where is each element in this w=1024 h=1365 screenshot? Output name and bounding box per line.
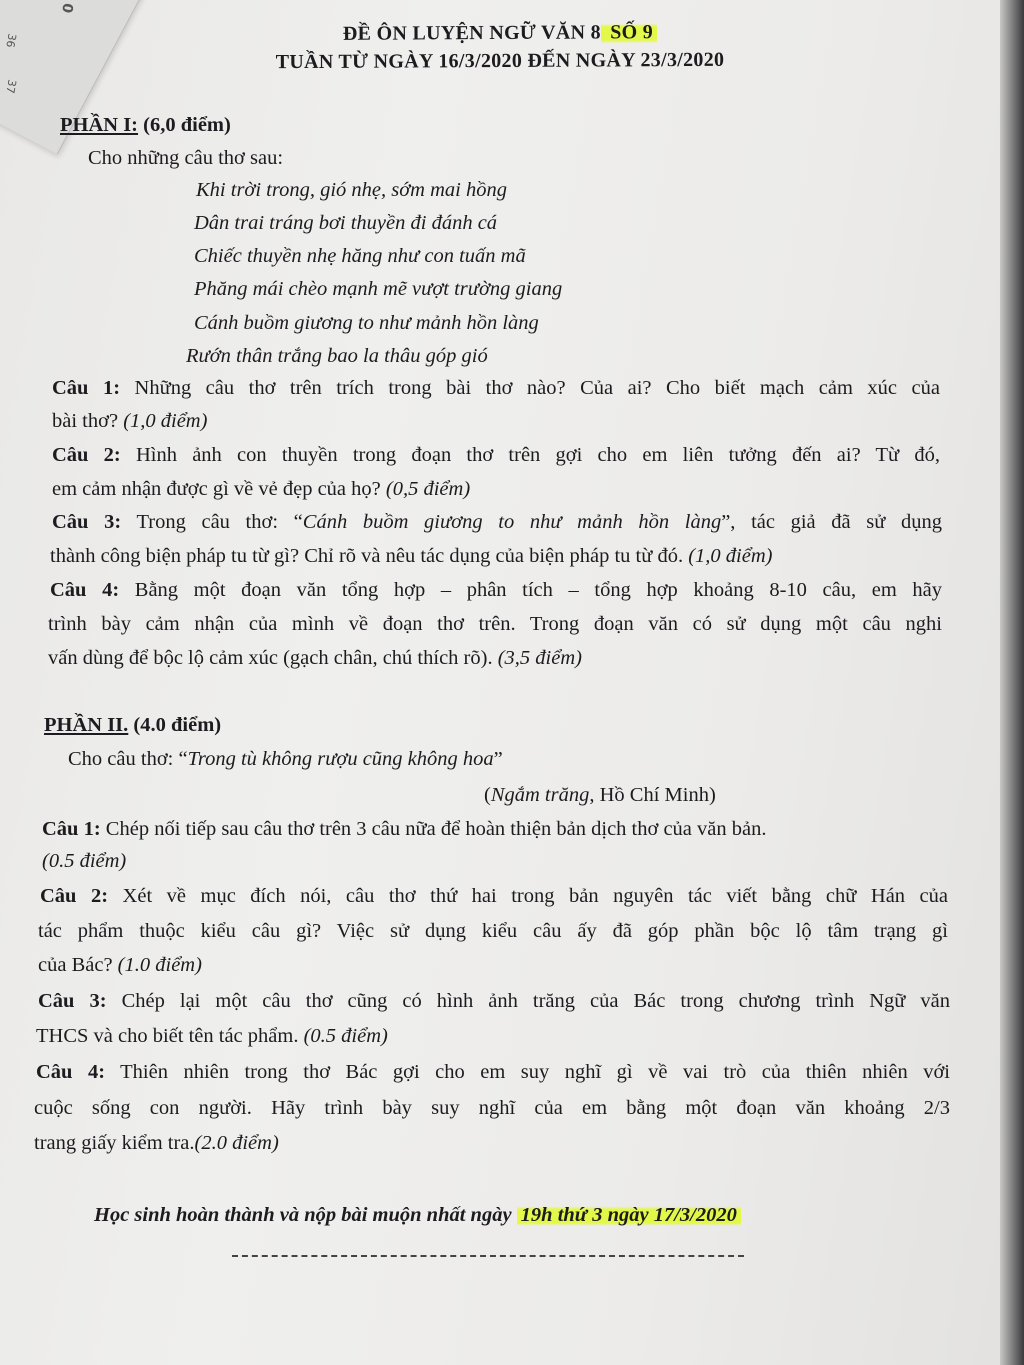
poem-line: Phăng mái chèo mạnh mẽ vượt trường giang xyxy=(194,278,563,300)
dashed-divider xyxy=(232,1255,744,1257)
poem-line: Cánh buồm giương to như mảnh hồn làng xyxy=(194,312,539,334)
part1-question-2: Câu 2: Hình ảnh con thuyền trong đoạn thơ trên gợi cho em liên tưởng đến ai? Từ đó, xyxy=(52,444,940,466)
part2-question-2-end: của Bác? (1.0 điểm) xyxy=(38,954,202,976)
part2-question-2-cont: tác phẩm thuộc kiểu câu gì? Việc sử dụng kiểu câu ấy đã góp phần bộc lộ tâm trạng gì xyxy=(38,920,948,942)
margin-mark: 0 xyxy=(58,1,76,15)
part2-question-3: Câu 3: Chép lại một câu thơ cũng có hình ảnh trăng của Bác trong chương trình Ngữ văn xyxy=(38,990,950,1012)
part2-heading: PHẦN II. (4.0 điểm) xyxy=(44,714,222,736)
part1-question-1: Câu 1: Những câu thơ trên trích trong bài thơ nào? Của ai? Cho biết mạch cảm xúc của xyxy=(52,377,940,399)
margin-mark: 36 xyxy=(3,32,19,49)
part1-heading: PHẦN I: (6,0 điểm) xyxy=(60,114,231,136)
deadline-highlight: 19h thứ 3 ngày 17/3/2020 xyxy=(517,1204,741,1226)
title-highlight: SỐ 9 xyxy=(601,21,657,43)
poem-line: Chiếc thuyền nhẹ hăng như con tuấn mã xyxy=(194,245,526,267)
poem-line: Dân trai tráng bơi thuyền đi đánh cá xyxy=(194,212,498,234)
part1-question-3: Câu 3: Trong câu thơ: “Cánh buồm giương to như mảnh hồn làng”, tác giả đã sử dụng xyxy=(52,511,943,533)
part2-source: (Ngắm trăng, Hồ Chí Minh) xyxy=(484,784,716,806)
part1-question-4-end: vấn dùng để bộc lộ cảm xúc (gạch chân, chú thích rõ). (3,5 điểm) xyxy=(48,647,582,669)
part1-question-3-cont: thành công biện pháp tu từ gì? Chỉ rõ và nêu tác dụng của biện pháp tu từ đó. (1,0 điểm) xyxy=(50,545,773,567)
part2-question-1: Câu 1: Chép nối tiếp sau câu thơ trên 3 câu nữa để hoàn thiện bản dịch thơ của văn bản. xyxy=(42,818,767,840)
part1-question-1-cont: bài thơ? (1,0 điểm) xyxy=(52,410,208,432)
submission-note: Học sinh hoàn thành và nộp bài muộn nhất ngày 19h thứ 3 ngày 17/3/2020 xyxy=(94,1203,741,1228)
exam-title: ĐỀ ÔN LUYỆN NGỮ VĂN 8 SỐ 9 xyxy=(0,19,1000,47)
part1-intro: Cho những câu thơ sau: xyxy=(88,147,284,169)
part2-question-4-end: trang giấy kiểm tra.(2.0 điểm) xyxy=(34,1132,279,1154)
margin-mark: 37 xyxy=(3,78,19,95)
exam-subtitle: TUẦN TỪ NGÀY 16/3/2020 ĐẾN NGÀY 23/3/2020 xyxy=(275,48,725,74)
part2-question-4-cont: cuộc sống con người. Hãy trình bày suy nghĩ của em bằng một đoạn văn khoảng 2/3 xyxy=(34,1097,950,1119)
part1-question-4: Câu 4: Bằng một đoạn văn tổng hợp – phân tích – tổng hợp khoảng 8-10 câu, em hãy xyxy=(50,579,942,601)
part2-question-3-cont: THCS và cho biết tên tác phẩm. (0.5 điểm) xyxy=(36,1025,388,1047)
part2-question-4: Câu 4: Thiên nhiên trong thơ Bác gợi cho em suy nghĩ gì về vai trò của thiên nhiên với xyxy=(36,1061,950,1083)
part2-question-1-points: (0.5 điểm) xyxy=(42,850,127,872)
part1-question-2-cont: em cảm nhận được gì về vẻ đẹp của họ? (0,5 điểm) xyxy=(52,478,471,500)
part2-intro: Cho câu thơ: “Trong tù không rượu cũng không hoa” xyxy=(68,748,503,770)
poem-line: Khi trời trong, gió nhẹ, sớm mai hồng xyxy=(196,179,507,201)
poem-line: Rướn thân trắng bao la thâu góp gió xyxy=(186,345,488,367)
part1-question-4-cont: trình bày cảm nhận của mình về đoạn thơ trên. Trong đoạn văn có sử dụng một câu nghi xyxy=(48,613,942,635)
part2-question-2: Câu 2: Xét về mục đích nói, câu thơ thứ hai trong bản nguyên tác viết bằng chữ Hán của xyxy=(40,885,948,907)
